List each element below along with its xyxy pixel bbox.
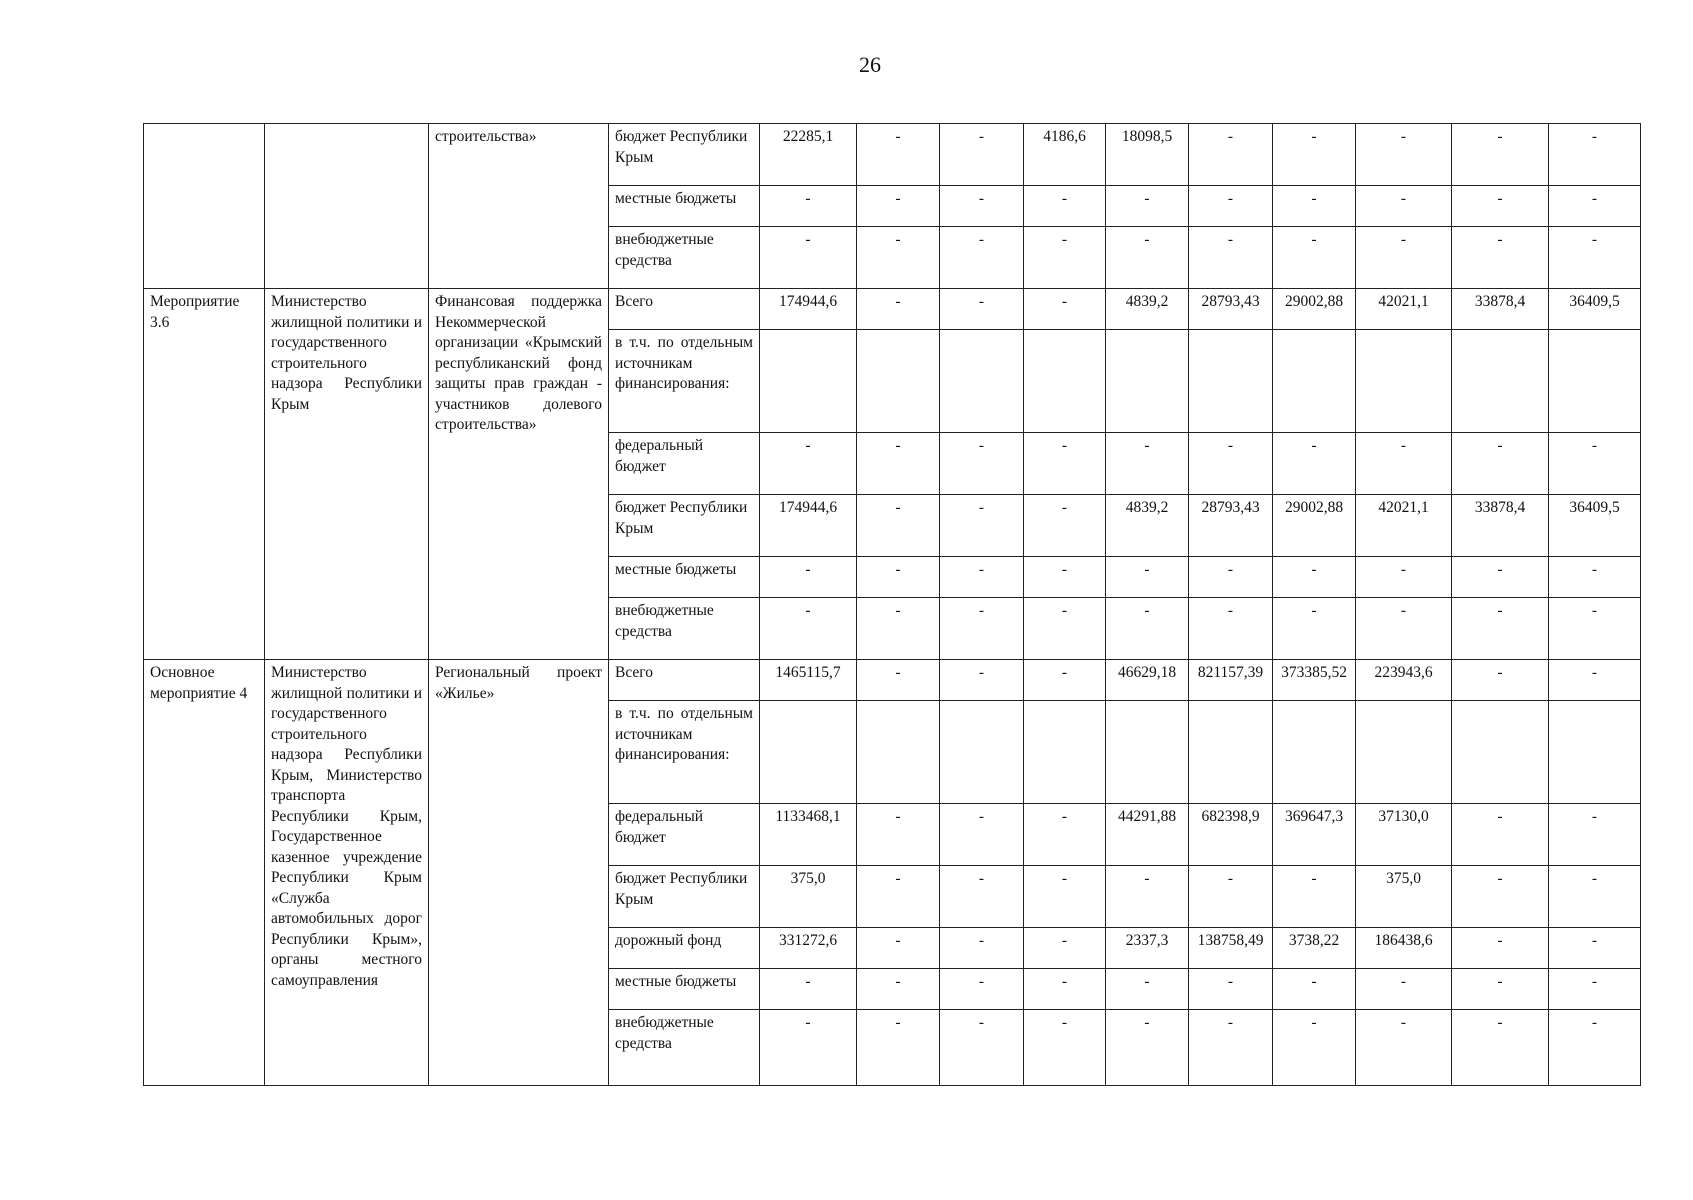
table-cell: - xyxy=(1189,1010,1273,1086)
table-cell: - xyxy=(1273,124,1356,186)
table-cell: 29002,88 xyxy=(1273,495,1356,557)
table-cell: - xyxy=(1024,227,1106,289)
table-cell: - xyxy=(1273,598,1356,660)
table-cell: бюджет Республики Крым xyxy=(609,866,760,928)
table-cell: - xyxy=(1273,969,1356,1010)
table-cell: - xyxy=(940,804,1024,866)
table-cell: 174944,6 xyxy=(760,495,857,557)
table-cell: - xyxy=(1273,433,1356,495)
table-cell: - xyxy=(1024,186,1106,227)
table-cell: - xyxy=(940,928,1024,969)
table-cell: - xyxy=(940,289,1024,330)
table-cell: - xyxy=(1549,969,1641,1010)
table-cell: - xyxy=(940,866,1024,928)
table-cell: внебюджетные средства xyxy=(609,227,760,289)
table-cell: - xyxy=(857,186,940,227)
table-cell: - xyxy=(1452,598,1549,660)
table-cell: - xyxy=(1273,227,1356,289)
table-cell: бюджет Республики Крым xyxy=(609,124,760,186)
table-cell: 373385,52 xyxy=(1273,660,1356,701)
table-cell xyxy=(1356,701,1452,804)
table-cell: 1133468,1 xyxy=(760,804,857,866)
table-cell: - xyxy=(1273,1010,1356,1086)
table-cell xyxy=(1024,330,1106,433)
table-cell: - xyxy=(1024,557,1106,598)
table-cell: - xyxy=(1106,186,1189,227)
table-cell xyxy=(940,701,1024,804)
table-cell: - xyxy=(940,598,1024,660)
table-cell: 29002,88 xyxy=(1273,289,1356,330)
table-cell: - xyxy=(857,124,940,186)
table-cell: Министерство жилищной политики и государственного строительного надзора Республики Крым, Министерство транспорта Республики Крым, Государственное казенное учреждение Республики Крым «Служба автомобильных дорог Республики Крым», органы местного самоуправления xyxy=(265,660,429,1086)
table-cell xyxy=(760,701,857,804)
table-cell: - xyxy=(1189,124,1273,186)
table-cell: - xyxy=(1273,557,1356,598)
table-cell: 186438,6 xyxy=(1356,928,1452,969)
table-cell xyxy=(1024,701,1106,804)
table-cell: - xyxy=(1549,866,1641,928)
table-cell: - xyxy=(1452,1010,1549,1086)
table-cell: местные бюджеты xyxy=(609,186,760,227)
table-cell: Основное мероприятие 4 xyxy=(144,660,265,1086)
table-cell: - xyxy=(857,557,940,598)
table-cell: 375,0 xyxy=(760,866,857,928)
table-cell: - xyxy=(1356,1010,1452,1086)
table-cell: - xyxy=(940,969,1024,1010)
table-cell: - xyxy=(1452,928,1549,969)
table-cell: - xyxy=(1549,124,1641,186)
table-cell: - xyxy=(1452,124,1549,186)
table-cell: - xyxy=(1356,969,1452,1010)
table-cell: Мероприятие 3.6 xyxy=(144,289,265,660)
table-cell: - xyxy=(760,227,857,289)
table-cell: 22285,1 xyxy=(760,124,857,186)
table-cell: - xyxy=(1273,866,1356,928)
table-cell xyxy=(1452,330,1549,433)
table-cell: - xyxy=(1106,969,1189,1010)
table-cell: внебюджетные средства xyxy=(609,1010,760,1086)
table-cell: 44291,88 xyxy=(1106,804,1189,866)
table-cell: - xyxy=(1356,227,1452,289)
table-cell xyxy=(1452,701,1549,804)
table-cell: 331272,6 xyxy=(760,928,857,969)
table-cell: - xyxy=(940,660,1024,701)
table-cell: - xyxy=(857,289,940,330)
budget-table xyxy=(143,123,1641,1086)
table-cell: 18098,5 xyxy=(1106,124,1189,186)
table-cell xyxy=(1549,330,1641,433)
table-cell: - xyxy=(940,227,1024,289)
table-cell xyxy=(857,701,940,804)
table-cell xyxy=(1273,330,1356,433)
table-cell: Всего xyxy=(609,660,760,701)
table-cell: - xyxy=(1106,433,1189,495)
table-cell: - xyxy=(857,969,940,1010)
table-cell: - xyxy=(760,1010,857,1086)
table-cell: - xyxy=(1106,866,1189,928)
table-cell: - xyxy=(1106,557,1189,598)
page-number: 26 xyxy=(859,52,881,77)
table-cell: 223943,6 xyxy=(1356,660,1452,701)
table-cell: 36409,5 xyxy=(1549,495,1641,557)
table-cell: - xyxy=(1024,928,1106,969)
table-cell: - xyxy=(857,660,940,701)
table-cell: 46629,18 xyxy=(1106,660,1189,701)
table-row xyxy=(144,660,1641,701)
table-cell: 42021,1 xyxy=(1356,289,1452,330)
table-cell: - xyxy=(760,598,857,660)
table-cell: Финансовая поддержка Некоммерческой организации «Крымский республиканский фонд защиты прав граждан - участников долевого строительства» xyxy=(429,289,609,660)
table-cell: в т.ч. по отдельным источникам финансирования: xyxy=(609,330,760,433)
table-cell: - xyxy=(1549,433,1641,495)
table-cell: 33878,4 xyxy=(1452,495,1549,557)
table-cell: - xyxy=(1452,804,1549,866)
table-cell: бюджет Республики Крым xyxy=(609,495,760,557)
table-cell: - xyxy=(1024,495,1106,557)
table-cell: - xyxy=(1106,227,1189,289)
table-cell: 369647,3 xyxy=(1273,804,1356,866)
table-row xyxy=(144,289,1641,330)
table-cell xyxy=(1189,330,1273,433)
table-cell: 4839,2 xyxy=(1106,495,1189,557)
table-cell: 138758,49 xyxy=(1189,928,1273,969)
table-cell: 1465115,7 xyxy=(760,660,857,701)
table-cell: 4186,6 xyxy=(1024,124,1106,186)
table-row xyxy=(144,124,1641,186)
table-cell: - xyxy=(1189,969,1273,1010)
table-cell: 37130,0 xyxy=(1356,804,1452,866)
table-cell xyxy=(1273,701,1356,804)
table-cell: 33878,4 xyxy=(1452,289,1549,330)
table-cell xyxy=(1106,701,1189,804)
table-cell: - xyxy=(760,433,857,495)
table-cell xyxy=(1356,330,1452,433)
table-cell: - xyxy=(857,1010,940,1086)
table-cell xyxy=(1549,701,1641,804)
table-cell: местные бюджеты xyxy=(609,969,760,1010)
table-cell: - xyxy=(1452,186,1549,227)
table-cell: федеральный бюджет xyxy=(609,433,760,495)
table-cell: 28793,43 xyxy=(1189,289,1273,330)
table-cell: - xyxy=(1106,598,1189,660)
table-cell: - xyxy=(857,866,940,928)
table-cell xyxy=(857,330,940,433)
table-cell xyxy=(940,330,1024,433)
table-cell: - xyxy=(1356,557,1452,598)
table-cell: - xyxy=(1549,804,1641,866)
table-cell: - xyxy=(1452,660,1549,701)
table-cell: - xyxy=(1189,866,1273,928)
table-cell: строительства» xyxy=(429,124,609,289)
table-cell: - xyxy=(1452,557,1549,598)
table-cell: - xyxy=(940,186,1024,227)
table-cell: - xyxy=(1549,660,1641,701)
table-cell: 682398,9 xyxy=(1189,804,1273,866)
table-cell: - xyxy=(1356,186,1452,227)
table-cell: - xyxy=(940,1010,1024,1086)
table-cell: - xyxy=(857,928,940,969)
table-cell: - xyxy=(1024,804,1106,866)
table-cell: - xyxy=(760,186,857,227)
table-cell: - xyxy=(1356,124,1452,186)
table-cell: дорожный фонд xyxy=(609,928,760,969)
table-cell: - xyxy=(1356,598,1452,660)
table-cell xyxy=(1106,330,1189,433)
table-cell: - xyxy=(1106,1010,1189,1086)
table-cell: 375,0 xyxy=(1356,866,1452,928)
table-cell: - xyxy=(940,495,1024,557)
table-cell: - xyxy=(1549,598,1641,660)
table-cell: - xyxy=(1024,866,1106,928)
table-cell: 2337,3 xyxy=(1106,928,1189,969)
table-cell: - xyxy=(760,557,857,598)
table-cell: - xyxy=(1024,1010,1106,1086)
table-cell: Министерство жилищной политики и государственного строительного надзора Республики Крым xyxy=(265,289,429,660)
table-cell: местные бюджеты xyxy=(609,557,760,598)
table-cell xyxy=(1189,701,1273,804)
table-cell: - xyxy=(1024,969,1106,1010)
table-cell: - xyxy=(760,969,857,1010)
table-cell: 821157,39 xyxy=(1189,660,1273,701)
table-cell: - xyxy=(1549,1010,1641,1086)
table-cell: - xyxy=(1189,598,1273,660)
table-cell: - xyxy=(940,557,1024,598)
table-cell: - xyxy=(1189,186,1273,227)
table-cell: - xyxy=(1024,289,1106,330)
table-cell: - xyxy=(1549,227,1641,289)
table-cell: - xyxy=(1189,227,1273,289)
table-cell: 36409,5 xyxy=(1549,289,1641,330)
table-cell: - xyxy=(857,227,940,289)
table-cell xyxy=(265,124,429,289)
table-cell: - xyxy=(857,433,940,495)
table-cell: - xyxy=(940,124,1024,186)
table-cell: - xyxy=(857,804,940,866)
table-cell: 4839,2 xyxy=(1106,289,1189,330)
table-cell: - xyxy=(1452,227,1549,289)
table-cell: Региональный проект «Жилье» xyxy=(429,660,609,1086)
table-cell: - xyxy=(1356,433,1452,495)
table-cell: - xyxy=(1024,433,1106,495)
table-cell: - xyxy=(1549,186,1641,227)
table-cell: внебюджетные средства xyxy=(609,598,760,660)
table-cell: - xyxy=(1452,433,1549,495)
table-cell: Всего xyxy=(609,289,760,330)
table-cell xyxy=(760,330,857,433)
table-cell: - xyxy=(857,598,940,660)
table-cell xyxy=(144,124,265,289)
table-cell: 28793,43 xyxy=(1189,495,1273,557)
table-cell: федеральный бюджет xyxy=(609,804,760,866)
table-cell: - xyxy=(1549,928,1641,969)
table-cell: - xyxy=(1024,660,1106,701)
table-cell: 174944,6 xyxy=(760,289,857,330)
table-cell: - xyxy=(1189,557,1273,598)
table-cell: - xyxy=(940,433,1024,495)
table-cell: - xyxy=(1452,866,1549,928)
table-cell: 42021,1 xyxy=(1356,495,1452,557)
table-cell: - xyxy=(1024,598,1106,660)
table-cell: - xyxy=(1189,433,1273,495)
table-cell: - xyxy=(1452,969,1549,1010)
table-cell: в т.ч. по отдельным источникам финансирования: xyxy=(609,701,760,804)
table-cell: - xyxy=(1549,557,1641,598)
table-cell: - xyxy=(857,495,940,557)
table-cell: - xyxy=(1273,186,1356,227)
table-cell: 3738,22 xyxy=(1273,928,1356,969)
